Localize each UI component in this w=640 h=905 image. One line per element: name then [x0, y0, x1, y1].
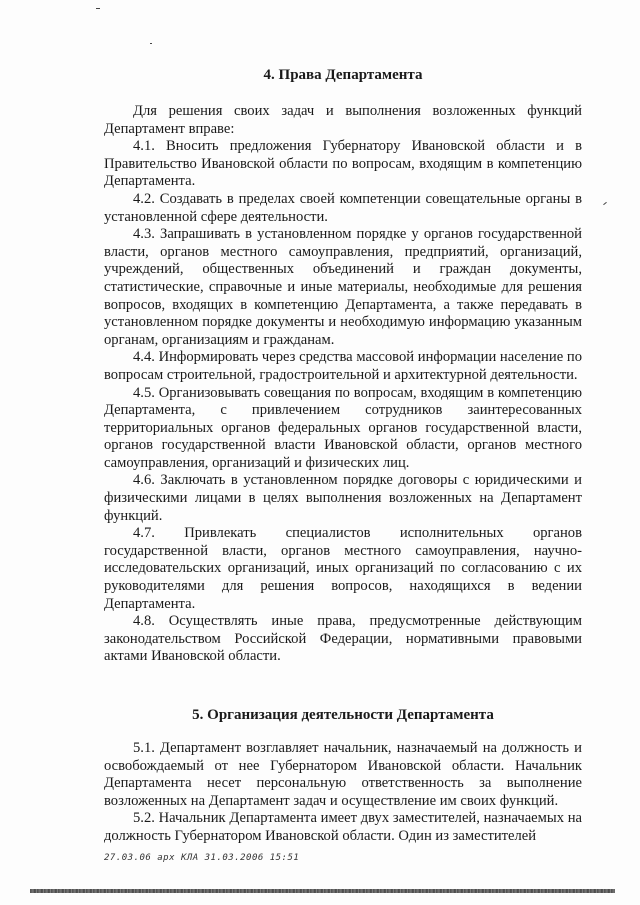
scan-edge-noise	[30, 889, 615, 893]
section-4-body	[104, 103, 582, 666]
item-5-2: 5.2. Начальник Департамента имеет двух заместителей, назначаемых на должность Губернатором Ивановской области. Один из заместителей	[104, 810, 582, 844]
item-4-4: 4.4. Информировать через средства массовой информации население по вопросам строительной, градостроительной и архитектурной деятельности.	[104, 349, 582, 383]
item-4-3: 4.3. Запрашивать в установленном порядке у органов государственной власти, органов местного самоуправления, предприятий, организаций, учреждений, общественных объединений и граждан документы, статистические, справочные и иные материалы, необходимые для решения вопросов, входящих в компетенцию Департамента, а также передавать в установленном порядке документы и необходимую информацию указанным органам, организациям и гражданам.	[104, 226, 582, 348]
section-5-heading: 5. Организация деятельности Департамента	[192, 707, 494, 723]
scan-mark-top-left	[96, 8, 100, 9]
item-4-7: 4.7. Привлекать специалистов исполнительных органов государственной власти, органов местного самоуправления, научно-исследовательских организаций, иных организаций по согласованию с их руководителями для решения вопросов, находящихся в ведении Департамента.	[104, 525, 582, 612]
item-4-2: 4.2. Создавать в пределах своей компетенции совещательные органы в установленной сфере деятельности.	[104, 190, 582, 225]
item-4-5: 4.5. Организовывать совещания по вопросам, входящим в компетенцию Департамента, с привлечением сотрудников заинтересованных территориальных органов федеральных органов государственной власти, органов государственной власти Ивановской области, органов местного самоуправления, организаций и физических лиц.	[104, 384, 582, 471]
item-4-1: 4.1. Вносить предложения Губернатору Ивановской области и в Правительство Ивановской области по вопросам, входящим в компетенцию Департамента.	[104, 138, 582, 190]
footer-stamp: 27.03.06 арх КЛА 31.03.2006 15:51	[104, 853, 300, 863]
item-4-8: 4.8. Осуществлять иные права, предусмотренные действующим законодательством Российской Федерации, нормативными правовыми актами Ивановской области.	[104, 613, 582, 665]
scan-mark-right	[603, 202, 607, 205]
section-5-body	[104, 740, 582, 846]
scan-mark-top	[150, 43, 152, 44]
item-4-6: 4.6. Заключать в установленном порядке договоры с юридическими и физическими лицами в целях выполнения возложенных на Департамент функций.	[104, 472, 582, 524]
section-4-heading: 4. Права Департамента	[263, 67, 423, 83]
section-4-intro: Для решения своих задач и выполнения возложенных функций Департамент вправе:	[104, 103, 582, 137]
item-5-1: 5.1. Департамент возглавляет начальник, назначаемый на должность и освобождаемый от нее Губернатором Ивановской области. Начальник Департамента несет персональную ответственность за выполнение возложенных на Департамент задач и осуществление им своих функций.	[104, 740, 582, 809]
